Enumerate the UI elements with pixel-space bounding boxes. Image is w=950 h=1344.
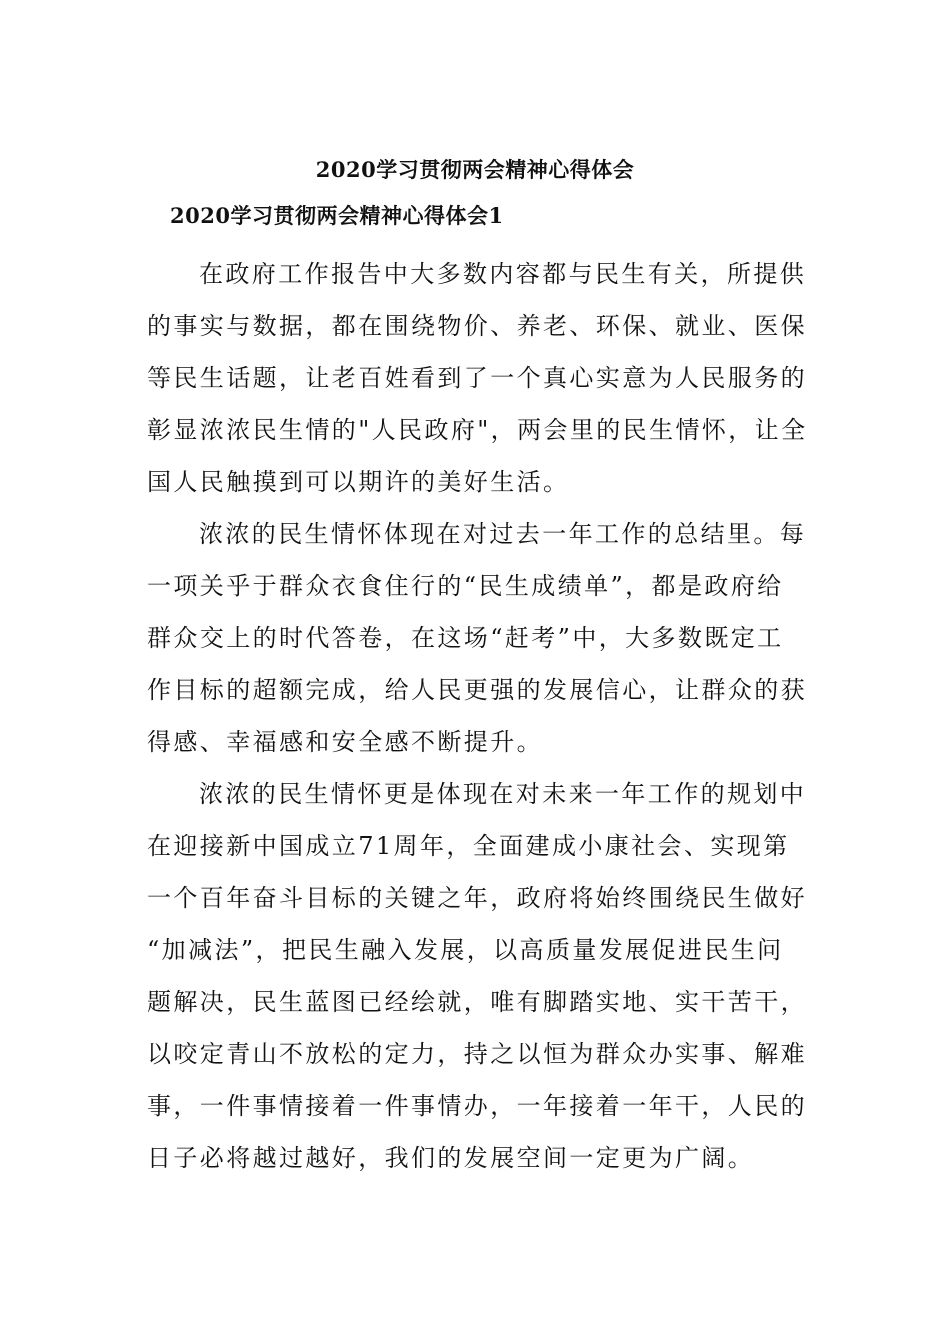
paragraph-line: 群众交上的时代答卷，在这场“赶考”中，大多数既定工	[147, 624, 784, 652]
paragraph-line: 一个百年奋斗目标的关键之年，政府将始终围绕民生做好	[147, 884, 807, 912]
paragraph-line: 的事实与数据，都在围绕物价、养老、环保、就业、医保	[147, 312, 807, 340]
paragraph-1	[147, 248, 808, 508]
paragraph-line: 等民生话题，让老百姓看到了一个真心实意为人民服务的	[147, 364, 807, 392]
paragraph-line: 作目标的超额完成，给人民更强的发展信心，让群众的获	[147, 676, 807, 704]
paragraph-line: 得感、幸福感和安全感不断提升。	[147, 728, 543, 756]
paragraph-line: 浓浓的民生情怀更是体现在对未来一年工作的规划中	[199, 780, 807, 808]
paragraph-line: 一项关乎于群众衣食住行的“民生成绩单”，都是政府给	[147, 572, 784, 600]
paragraph-line: “加减法”，把民生融入发展，以高质量发展促进民生问	[147, 936, 784, 964]
paragraph-line: 在政府工作报告中大多数内容都与民生有关，所提供	[199, 260, 807, 288]
document-body	[147, 248, 808, 1184]
paragraph-3	[147, 768, 807, 1184]
paragraph-line: 国人民触摸到可以期许的美好生活。	[147, 468, 570, 496]
paragraph-line: 题解决，民生蓝图已经绘就，唯有脚踏实地、实干苦干，	[147, 988, 807, 1016]
section-heading: 2020学习贯彻两会精神心得体会1	[170, 203, 504, 228]
paragraph-2	[147, 508, 807, 768]
paragraph-line: 以咬定青山不放松的定力，持之以恒为群众办实事、解难	[147, 1040, 807, 1068]
paragraph-line: 浓浓的民生情怀体现在对过去一年工作的总结里。每	[199, 520, 807, 548]
paragraph-line: 事，一件事情接着一件事情办，一年接着一年干，人民的	[147, 1092, 807, 1120]
paragraph-line: 日子必将越过越好，我们的发展空间一定更为广阔。	[147, 1144, 755, 1172]
document-title: 2020学习贯彻两会精神心得体会	[315, 157, 635, 182]
paragraph-line: 彰显浓浓民生情的"人民政府"，两会里的民生情怀，让全	[147, 416, 808, 444]
paragraph-line: 在迎接新中国成立71周年，全面建成小康社会、实现第	[147, 832, 790, 860]
